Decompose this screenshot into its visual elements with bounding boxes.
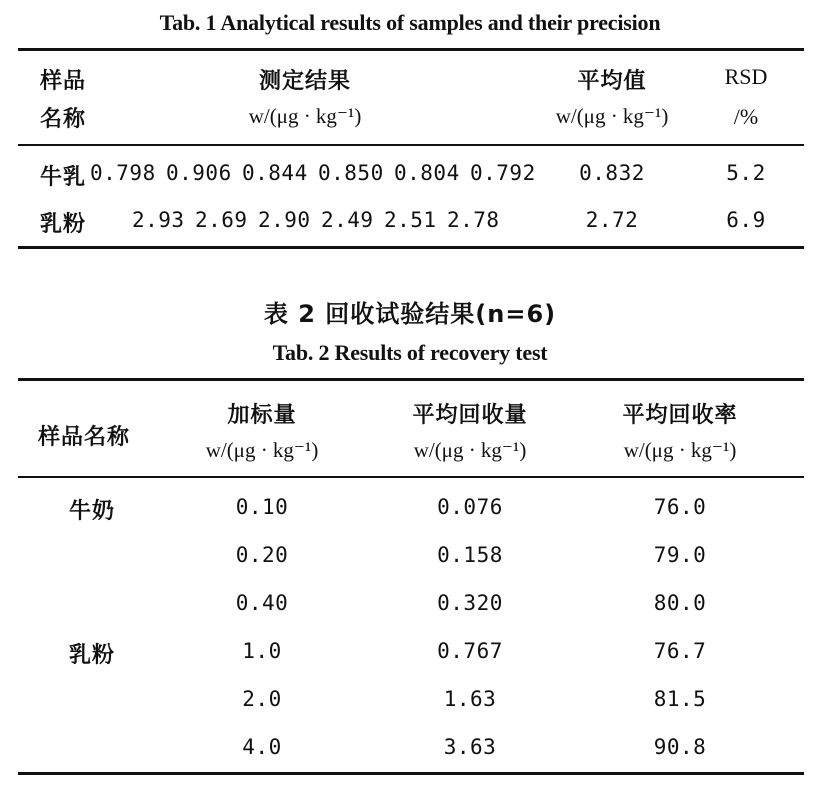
table1-row2-result-4: 2.49 [321,208,374,232]
table2-caption-zh: 表 2 回收试验结果(n=6) [263,300,557,328]
table1-row1-result-3: 0.844 [242,161,308,185]
table2-top-rule [18,378,804,381]
table1-row2-rsd: 6.9 [726,208,766,232]
table2-header-recovered-line2: w/(μg · kg⁻¹) [413,438,527,462]
table2-row5-recovered: 1.63 [443,687,497,711]
table1-row2-result-6: 2.78 [447,208,500,232]
table1-header-rule [18,144,804,146]
table2-row4-recovered: 0.767 [437,639,503,663]
table2-caption-en: Tab. 2 Results of recovery test [272,340,548,365]
table1-header-sample-line2: 名称 [40,107,87,132]
table1-row2-result-2: 2.69 [195,208,248,232]
table2-row6-rate: 90.8 [653,735,707,759]
table2-header-rate-line1: 平均回收率 [622,403,738,428]
table1-header-rsd-line2: /% [733,104,759,129]
table1-header-result-line2: w/(μg · kg⁻¹) [248,104,362,128]
table2-row6-added: 4.0 [242,735,282,759]
table1-caption: Tab. 1 Analytical results of samples and their precision [159,10,661,35]
table2-header-added-line2: w/(μg · kg⁻¹) [205,438,319,462]
table1-row1-result-6: 0.792 [470,161,536,185]
table1-bottom-rule [18,246,804,249]
table2-row6-recovered: 3.63 [443,735,497,759]
table1-row2-result-3: 2.90 [258,208,311,232]
table1-row1-mean: 0.832 [579,161,645,185]
table1-header-mean-line2: w/(μg · kg⁻¹) [555,104,669,128]
table1-header-rsd-line1: RSD [724,64,768,89]
table2-row5-added: 2.0 [242,687,282,711]
table2-header-rate-line2: w/(μg · kg⁻¹) [623,438,737,462]
table1-top-rule [18,48,804,51]
table2-row3-added: 0.40 [235,591,289,615]
table1-row1-result-2: 0.906 [166,161,232,185]
table1-header-mean-line1: 平均值 [577,69,647,94]
table1-row1-result-5: 0.804 [394,161,460,185]
table2-row1-added: 0.10 [235,495,289,519]
table2-header-sample: 样品名称 [38,425,131,450]
table1-header-result-line1: 测定结果 [258,69,352,94]
table1-row2-result-5: 2.51 [384,208,437,232]
table2-row1-recovered: 0.076 [437,495,503,519]
table1-row2-mean: 2.72 [585,208,639,232]
table2-header-added-line1: 加标量 [227,403,297,428]
table1-header-sample-line1: 样品 [40,69,87,94]
table1-row1-result-1: 0.798 [90,161,156,185]
table2-row3-rate: 80.0 [653,591,707,615]
table2-row4-rate: 76.7 [653,639,707,663]
table2-row2-rate: 79.0 [653,543,707,567]
table2-row1-rate: 76.0 [653,495,707,519]
table2-header-rule [18,476,804,478]
table1-row1-rsd: 5.2 [726,161,766,185]
table2-row2-recovered: 0.158 [437,543,503,567]
table1-row1-sample: 牛乳 [40,165,87,190]
table2-row3-recovered: 0.320 [437,591,503,615]
table2-row5-rate: 81.5 [653,687,707,711]
table2-row4-added: 1.0 [242,639,282,663]
table2-header-recovered-line1: 平均回收量 [412,403,528,428]
table2-row4-sample: 乳粉 [68,643,116,668]
table2-bottom-rule [18,772,804,775]
table1-row2-sample: 乳粉 [40,212,87,237]
table1-row1-result-4: 0.850 [318,161,384,185]
table2-row1-sample: 牛奶 [68,499,116,524]
table2-row2-added: 0.20 [235,543,289,567]
table1-row2-result-1: 2.93 [132,208,185,232]
